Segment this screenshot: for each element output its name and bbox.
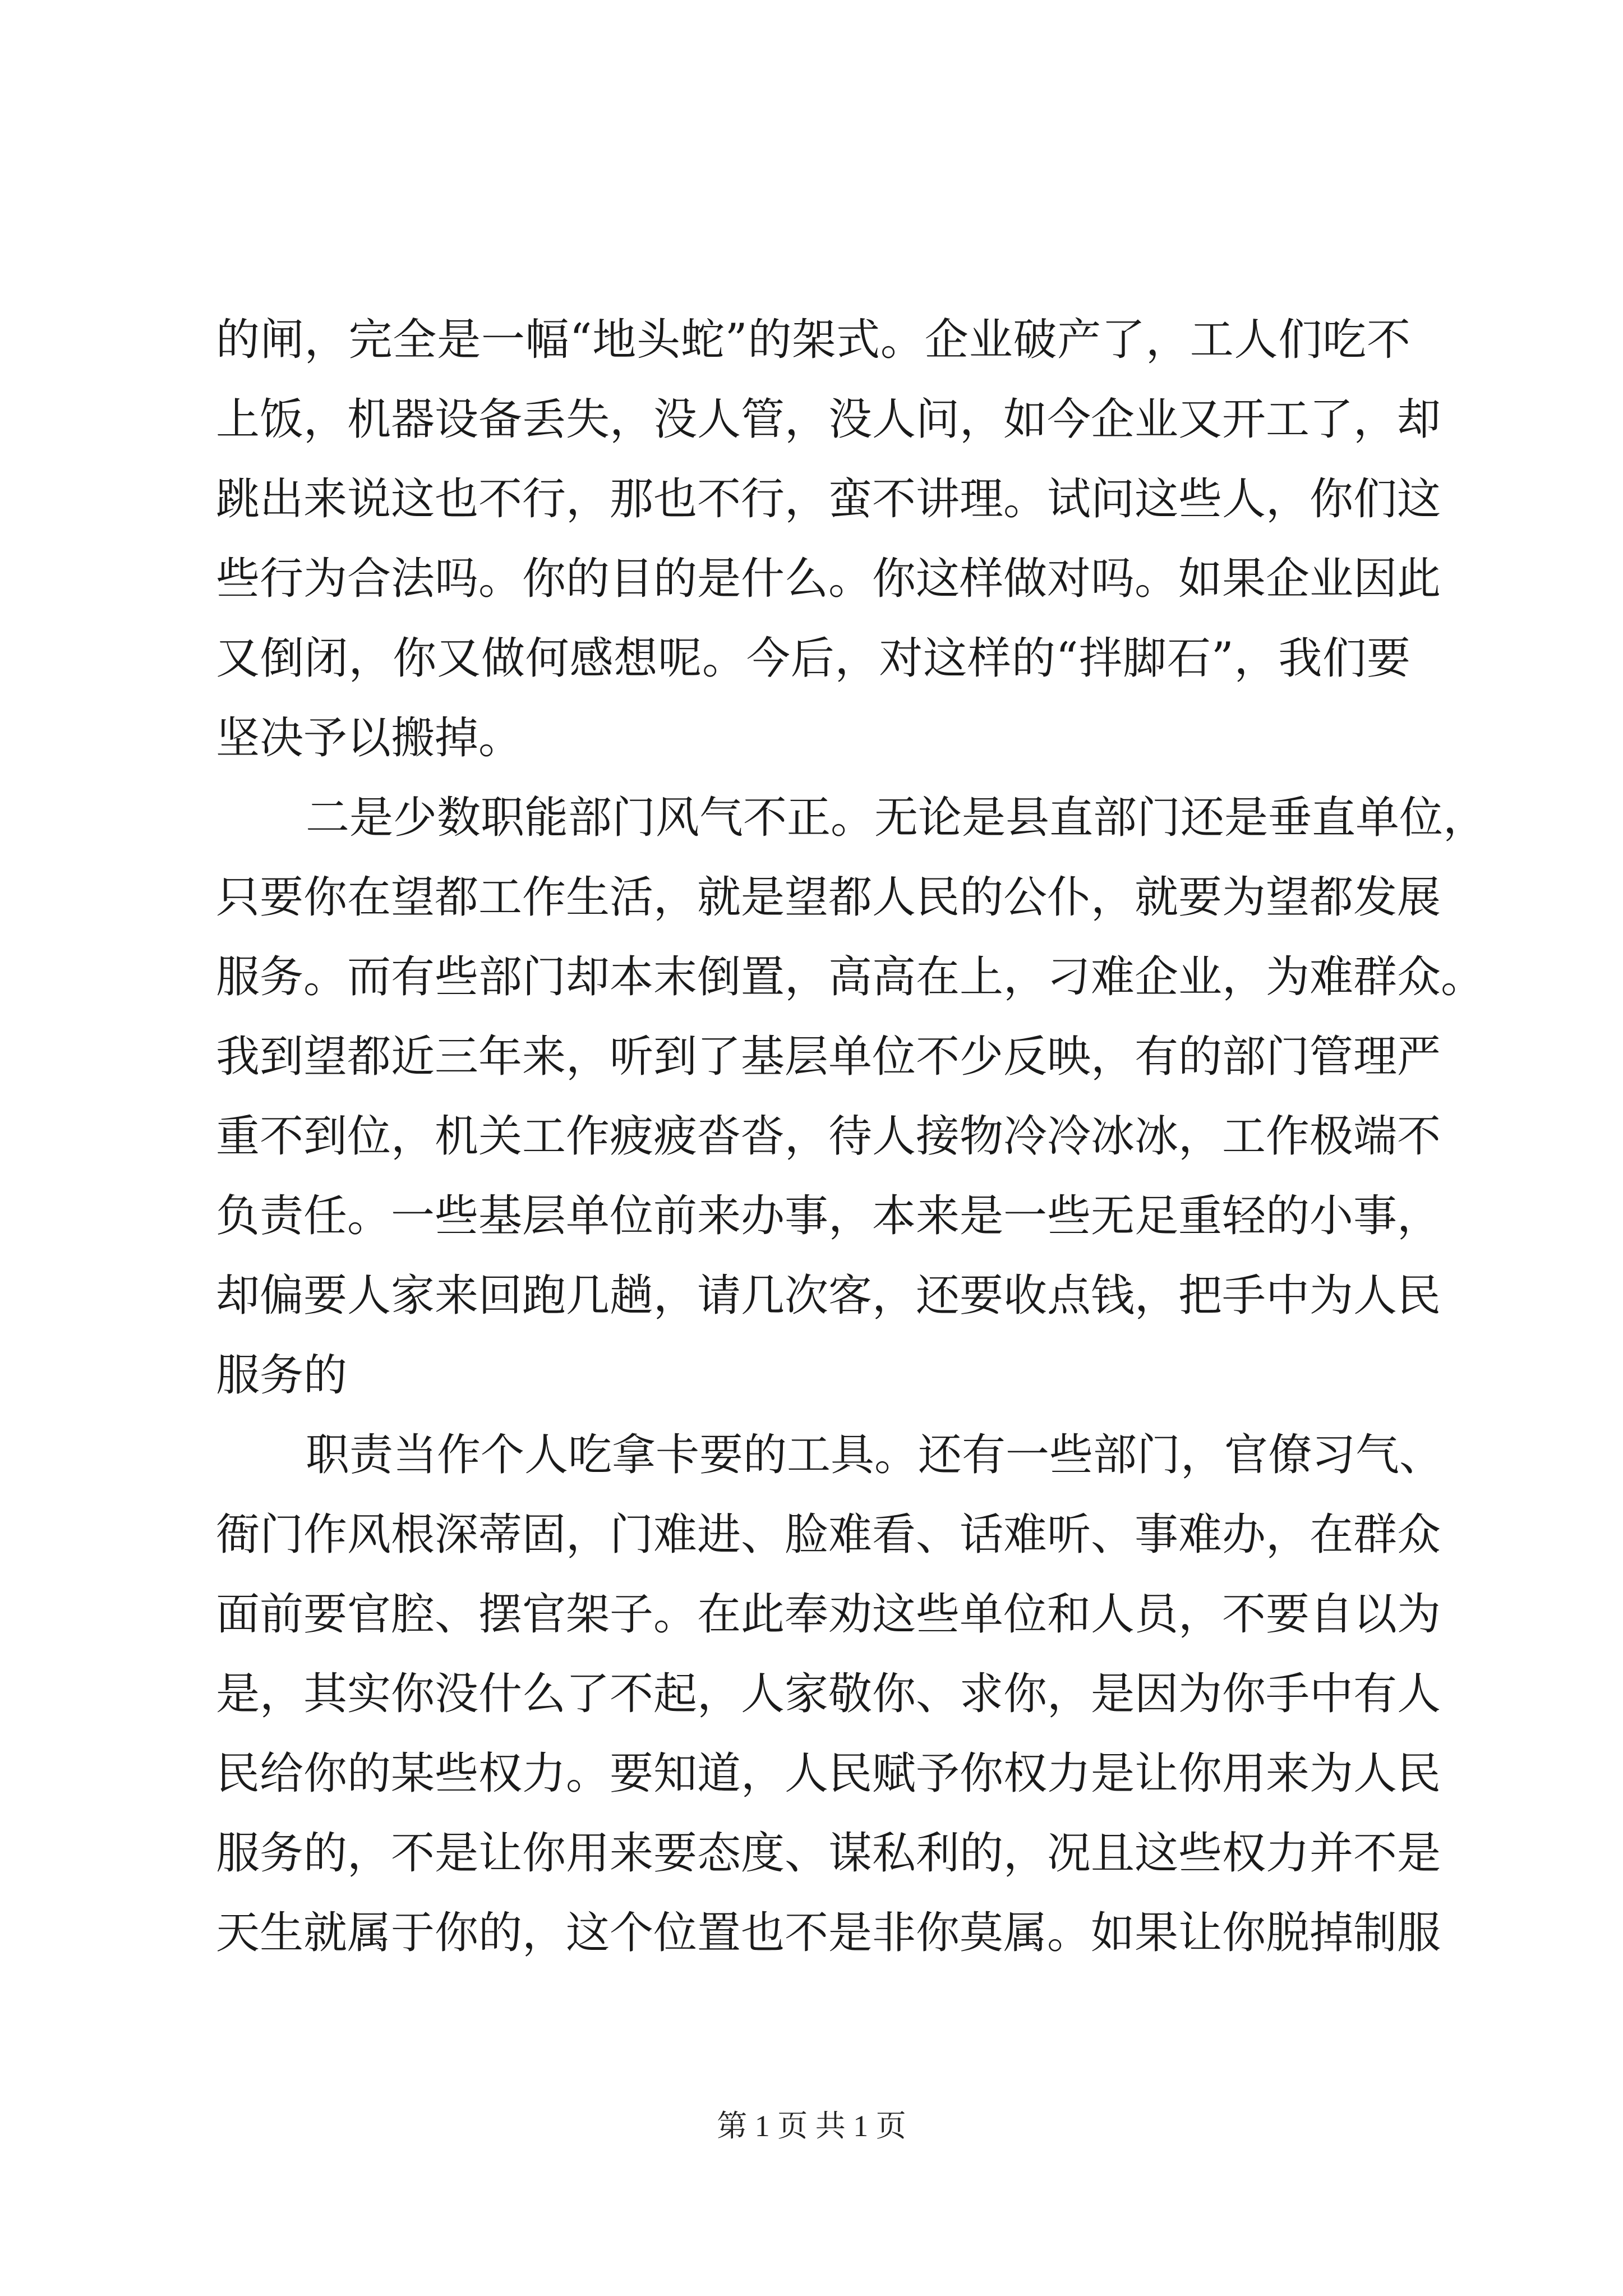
text-line: 跳出来说这也不行，那也不行，蛮不讲理。试问这些人，你们这 <box>216 474 1441 524</box>
text-line: 却偏要人家来回跑几趟，请几次客，还要收点钱，把手中为人民 <box>216 1271 1441 1321</box>
text-line: 些行为合法吗。你的目的是什么。你这样做对吗。如果企业因此 <box>216 554 1441 604</box>
text-line: 又倒闭，你又做何感想呢。今后，对这样的“拌脚石”，我们要 <box>216 633 1410 684</box>
page-footer <box>0 2106 1623 2146</box>
text-line: 民给你的某些权力。要知道，人民赋予你权力是让你用来为人民 <box>216 1749 1441 1799</box>
text-line: 只要你在望都工作生活，就是望都人民的公仆，就要为望都发展 <box>216 872 1441 923</box>
text-line: 上饭，机器设备丢失，没人管，没人问，如今企业又开工了，却 <box>216 394 1441 445</box>
body-text <box>216 300 1487 1973</box>
text-line: 职责当作个人吃拿卡要的工具。还有一些部门，官僚习气、 <box>306 1430 1444 1480</box>
text-line: 面前要官腔、摆官架子。在此奉劝这些单位和人员，不要自以为 <box>216 1589 1441 1640</box>
text-line: 天生就属于你的，这个位置也不是非你莫属。如果让你脱掉制服 <box>216 1908 1441 1958</box>
paragraph <box>216 778 1487 1415</box>
text-line: 的闸，完全是一幅“地头蛇”的架式。企业破产了，工人们吃不 <box>216 315 1410 365</box>
text-line: 服务的，不是让你用来要态度、谋私利的，况且这些权力并不是 <box>216 1828 1441 1879</box>
text-line: 二是少数职能部门风气不正。无论是县直部门还是垂直单位， <box>306 793 1487 843</box>
paragraph <box>216 1415 1444 1973</box>
text-line: 衙门作风根深蒂固，门难进、脸难看、话难听、事难办，在群众 <box>216 1510 1441 1560</box>
text-line: 负责任。一些基层单位前来办事，本来是一些无足重轻的小事， <box>216 1191 1441 1241</box>
page-number-label: 第 1 页 共 1 页 <box>717 2109 906 2143</box>
text-line: 服务。而有些部门却本末倒置，高高在上，刁难企业，为难群众。 <box>216 952 1485 1002</box>
text-line: 我到望都近三年来，听到了基层单位不少反映，有的部门管理严 <box>216 1032 1441 1082</box>
paragraph <box>216 300 1441 778</box>
text-line: 重不到位，机关工作疲疲沓沓，待人接物冷冷冰冰，工作极端不 <box>216 1111 1441 1162</box>
text-line: 服务的 <box>216 1350 348 1401</box>
text-line: 坚决予以搬掉。 <box>216 713 523 763</box>
text-line: 是，其实你没什么了不起，人家敬你、求你，是因为你手中有人 <box>216 1669 1441 1719</box>
